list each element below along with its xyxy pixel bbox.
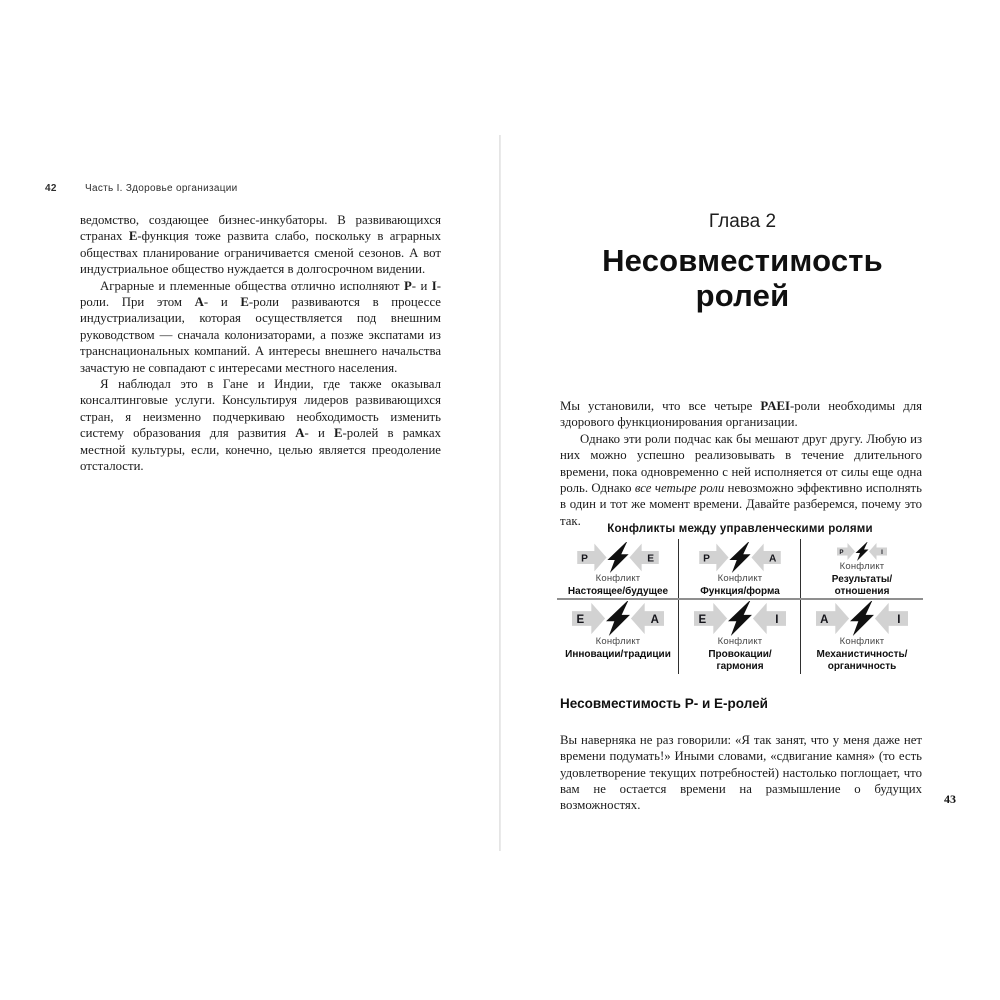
section-heading: Несовместимость P- и E-ролей — [560, 696, 768, 711]
text-segment: ведомство, создающее бизнес-инкубаторы. В развивающихся странах — [80, 213, 441, 244]
body-paragraph — [80, 212, 441, 278]
conflict-category-label: Инновации/традиции — [565, 649, 671, 660]
conflict-category-label: Настоящее/будущее — [567, 586, 669, 597]
lightning-bolt-icon — [606, 601, 630, 636]
role-letter-left: P — [703, 553, 710, 565]
conflict-arrows — [572, 542, 664, 573]
conflict-word: Конфликт — [595, 573, 641, 584]
conflict-arrows — [572, 601, 664, 636]
text-segment: A — [295, 426, 305, 441]
text-segment: - и — [411, 278, 432, 293]
left-arrow-icon — [629, 544, 658, 572]
chapter-title: Несовместимость ролей — [602, 243, 883, 313]
conflict-arrows — [694, 542, 786, 573]
role-letter-left: P — [581, 553, 588, 565]
body-paragraph — [560, 398, 922, 431]
text-segment: Вы наверняка не раз говорили: «Я так занят, что у меня даже нет времени подумать!» Иными словами, «сдвигание камня» (то есть удовлетворение текущих потребностей) настолько поглощает, что вам не остается времени на размышление о будущих возможностях. — [560, 732, 922, 813]
text-segment: - и — [304, 426, 334, 441]
role-letter-left: A — [820, 614, 829, 627]
left-page-text — [80, 212, 441, 475]
conflict-cell — [801, 598, 923, 674]
text-segment: - и — [203, 295, 241, 310]
conflict-category-label: Механистичность/органичность — [816, 649, 908, 672]
text-segment: I — [431, 278, 437, 293]
conflict-cell — [557, 539, 679, 598]
text-segment: Мы установили, что все четыре — [560, 399, 761, 413]
conflict-cell — [679, 598, 801, 674]
text-segment: -роли развиваются в процессе индустриализации, которая осуществляется под внешним руководством — сначала колонизаторами, а позже экспатами из транснациональных компаний. А интересы внешнего начальства зачастую не совпадают с интересами местного населения. — [80, 295, 441, 375]
conflict-category-label: Результаты/отношения — [831, 574, 893, 597]
body-paragraph — [80, 278, 441, 376]
lightning-bolt-icon — [728, 601, 752, 636]
text-segment: E — [333, 426, 343, 441]
chapter-label: Глава 2 — [708, 211, 777, 232]
left-arrow-icon — [631, 603, 664, 634]
page-number-right: 43 — [944, 792, 956, 806]
text-segment: P — [403, 278, 412, 293]
conflict-category-label: Функция/форма — [700, 586, 780, 597]
role-letter-right: I — [881, 549, 883, 556]
text-segment: A — [194, 295, 204, 310]
right-page-text — [560, 398, 922, 529]
role-letter-right: E — [647, 553, 655, 565]
text-segment: -роли необходимы для здорового функционирования организации. — [560, 399, 922, 430]
page-number-left: 42 — [45, 183, 57, 194]
conflict-arrows — [816, 542, 908, 561]
conflict-category-label: Провокации/гармония — [708, 649, 772, 672]
lightning-bolt-icon — [729, 542, 750, 573]
diagram-title: Конфликты между управленческими ролями — [607, 523, 873, 535]
left-arrow-icon — [751, 544, 780, 572]
text-segment: -функция тоже развита слабо, поскольку в аграрных обществах планирование ограничивается сменой сезонов. А вот индустриальное общество нуждается в долгосрочном видении. — [80, 229, 441, 277]
text-segment: -роли. При этом — [80, 278, 441, 310]
conflict-diagram — [557, 523, 923, 674]
diagram-cells — [557, 539, 923, 674]
conflict-arrows — [816, 601, 908, 636]
role-letter-right: A — [768, 553, 777, 565]
lightning-bolt-icon — [856, 542, 869, 561]
text-segment: Я наблюдал это в Гане и Индии, где также оказывал консалтинговые услуги. Консультируя лидеров развивающихся стран, я неизменно подчеркиваю необходимость изменить систему образования для развития — [80, 377, 441, 441]
text-segment: PAEI — [760, 399, 791, 413]
text-segment: -ролей в рамках местной культуры, если, конечно, целью является преодоление отсталости. — [80, 426, 441, 474]
conflict-word: Конфликт — [717, 636, 763, 647]
lightning-bolt-icon — [607, 542, 628, 573]
left-arrow-icon — [753, 603, 786, 634]
role-letter-left: P — [839, 549, 844, 556]
role-letter-right: I — [775, 614, 779, 627]
diagram-grid — [557, 539, 923, 674]
text-segment: Аграрные и племенные общества отлично исполняют — [100, 278, 404, 293]
running-head-title: Часть I. Здоровье организации — [85, 183, 238, 194]
text-segment: E — [128, 229, 138, 244]
left-arrow-icon — [875, 603, 908, 634]
text-segment: E — [240, 295, 249, 310]
body-paragraph — [560, 431, 922, 529]
left-arrow-icon — [869, 543, 887, 560]
body-paragraph — [80, 376, 441, 474]
role-letter-right: I — [897, 614, 901, 627]
conflict-cell — [679, 539, 801, 598]
text-segment: все четыре роли — [634, 481, 725, 496]
text-segment: Однако эти роли подчас как бы мешают друг другу. Любую из них можно успешно реализовывать в течение длительного времени, пока одновременно с ней исполняется от силы еще одна роль. Однако — [560, 431, 922, 496]
conflict-word: Конфликт — [595, 636, 641, 647]
page-gutter-line — [499, 135, 501, 851]
conflict-cell — [801, 539, 923, 598]
conflict-cell — [557, 598, 679, 674]
role-letter-left: E — [698, 614, 707, 627]
text-segment: невозможно эффективно исполнять в один и тот же момент времени. Давайте разберемся, почему это так. — [560, 481, 922, 528]
role-letter-left: E — [576, 614, 585, 627]
conflict-word: Конфликт — [717, 573, 763, 584]
conflict-word: Конфликт — [839, 561, 885, 572]
conflict-word: Конфликт — [839, 636, 885, 647]
section-paragraph — [560, 732, 922, 814]
lightning-bolt-icon — [850, 601, 874, 636]
running-head — [45, 183, 465, 194]
conflict-arrows — [694, 601, 786, 636]
role-letter-right: A — [650, 614, 659, 627]
